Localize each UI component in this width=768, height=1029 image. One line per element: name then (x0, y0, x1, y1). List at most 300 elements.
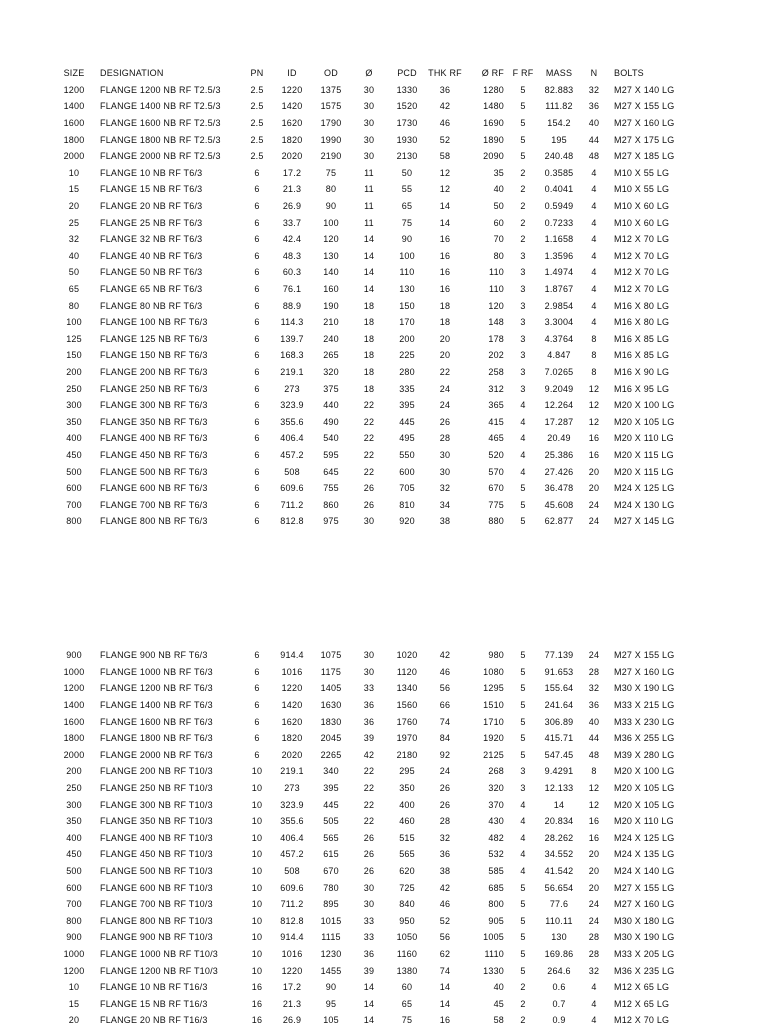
cell-n: 20 (588, 866, 600, 877)
cell-pcd: 950 (399, 915, 415, 926)
table-row (56, 713, 694, 730)
table-row (56, 929, 694, 946)
cell-n: 16 (588, 816, 600, 827)
cell-pcd: 620 (399, 866, 415, 877)
cell-pn: 10 (251, 783, 263, 794)
cell-bolts: M20 X 110 LG (614, 433, 674, 444)
table-row (56, 131, 694, 148)
cell-f-rf: 5 (520, 749, 526, 760)
cell-id: 914.4 (280, 932, 304, 943)
cell-od: 1375 (320, 84, 342, 95)
cell-od: 265 (323, 350, 339, 361)
cell-size: 700 (66, 499, 82, 510)
cell-hole-dia: 30 (363, 650, 375, 661)
cell-f-rf: 2 (520, 234, 526, 245)
cell-hole-dia: 18 (363, 383, 375, 394)
cell-dia-rf: 312 (488, 383, 504, 394)
cell-f-rf: 3 (520, 383, 526, 394)
header-mass: MASS (545, 68, 573, 79)
cell-dia-rf: 465 (488, 433, 504, 444)
cell-mass: 0.5949 (544, 201, 574, 212)
cell-bolts: M27 X 140 LG (614, 84, 675, 95)
cell-mass: 306.89 (544, 716, 574, 727)
table-row (56, 447, 694, 464)
table-row (56, 496, 694, 513)
cell-designation: FLANGE 10 NB RF T16/3 (100, 982, 208, 993)
cell-pcd: 350 (399, 783, 415, 794)
cell-hole-dia: 22 (363, 816, 375, 827)
cell-bolts: M20 X 110 LG (614, 816, 674, 827)
cell-pn: 10 (251, 915, 263, 926)
cell-pcd: 100 (399, 250, 415, 261)
cell-designation: FLANGE 400 NB RF T6/3 (100, 433, 208, 444)
cell-f-rf: 5 (520, 666, 526, 677)
cell-mass: 34.552 (544, 849, 574, 860)
table-row (56, 730, 694, 747)
cell-n: 12 (588, 799, 600, 810)
table-row (56, 896, 694, 913)
cell-f-rf: 5 (520, 899, 526, 910)
cell-thk-rf: 58 (439, 151, 451, 162)
cell-id: 1820 (281, 134, 303, 145)
table-row (56, 480, 694, 497)
cell-id: 457.2 (280, 449, 304, 460)
cell-hole-dia: 33 (363, 915, 375, 926)
cell-bolts: M20 X 105 LG (614, 799, 675, 810)
cell-dia-rf: 520 (488, 449, 504, 460)
cell-mass: 0.4041 (544, 184, 574, 195)
cell-id: 1420 (281, 700, 303, 711)
cell-f-rf: 4 (520, 799, 526, 810)
cell-thk-rf: 24 (439, 383, 451, 394)
cell-id: 508 (284, 866, 300, 877)
cell-n: 8 (591, 366, 597, 377)
cell-pn: 10 (251, 899, 263, 910)
cell-n: 4 (591, 284, 597, 295)
cell-pn: 6 (254, 333, 260, 344)
cell-dia-rf: 45 (493, 998, 504, 1009)
cell-thk-rf: 16 (439, 267, 451, 278)
cell-hole-dia: 11 (364, 201, 374, 212)
table-row (56, 796, 694, 813)
cell-dia-rf: 980 (488, 650, 504, 661)
cell-dia-rf: 40 (493, 982, 504, 993)
cell-mass: 17.287 (544, 416, 574, 427)
cell-pcd: 920 (399, 516, 415, 527)
cell-size: 2000 (63, 749, 85, 760)
cell-od: 80 (325, 184, 337, 195)
cell-pcd: 130 (399, 284, 415, 295)
cell-id: 323.9 (280, 799, 304, 810)
cell-designation: FLANGE 1800 NB RF T6/3 (100, 733, 213, 744)
cell-f-rf: 5 (520, 915, 526, 926)
cell-mass: 1.1658 (544, 234, 574, 245)
cell-thk-rf: 32 (439, 832, 451, 843)
cell-od: 615 (323, 849, 339, 860)
cell-size: 15 (68, 184, 80, 195)
cell-hole-dia: 22 (363, 783, 375, 794)
cell-mass: 110.11 (545, 915, 573, 926)
cell-n: 32 (588, 965, 600, 976)
cell-n: 20 (588, 882, 600, 893)
cell-dia-rf: 570 (488, 466, 504, 477)
table-row (56, 763, 694, 780)
cell-pn: 6 (254, 201, 260, 212)
cell-size: 1000 (63, 948, 85, 959)
cell-thk-rf: 26 (439, 783, 451, 794)
cell-pcd: 60 (401, 982, 413, 993)
table-row (56, 647, 694, 664)
cell-designation: FLANGE 1200 NB RF T10/3 (100, 965, 218, 976)
cell-dia-rf: 80 (493, 250, 504, 261)
cell-n: 20 (588, 466, 600, 477)
cell-pcd: 1050 (396, 932, 418, 943)
cell-designation: FLANGE 1600 NB RF T2.5/3 (100, 118, 221, 129)
cell-bolts: M30 X 190 LG (614, 683, 675, 694)
cell-bolts: M12 X 70 LG (614, 284, 670, 295)
cell-bolts: M10 X 55 LG (614, 184, 670, 195)
cell-thk-rf: 32 (439, 483, 451, 494)
cell-size: 1400 (63, 101, 85, 112)
cell-id: 1016 (281, 666, 303, 677)
cell-size: 80 (68, 300, 80, 311)
cell-designation: FLANGE 250 NB RF T10/3 (100, 783, 213, 794)
cell-pn: 6 (254, 300, 260, 311)
cell-id: 323.9 (280, 400, 304, 411)
cell-dia-rf: 268 (488, 766, 504, 777)
table-row (56, 181, 694, 198)
cell-thk-rf: 12 (439, 184, 451, 195)
cell-hole-dia: 11 (364, 167, 374, 178)
cell-od: 320 (323, 366, 339, 377)
cell-hole-dia: 30 (363, 84, 375, 95)
cell-pn: 10 (251, 932, 263, 943)
cell-bolts: M27 X 155 LG (614, 882, 675, 893)
cell-pcd: 2180 (396, 749, 418, 760)
cell-od: 595 (323, 449, 339, 460)
cell-thk-rf: 74 (439, 716, 451, 727)
cell-pcd: 565 (399, 849, 415, 860)
cell-bolts: M27 X 145 LG (614, 516, 675, 527)
cell-f-rf: 2 (520, 998, 526, 1009)
cell-id: 812.8 (280, 516, 304, 527)
cell-mass: 111.82 (545, 101, 573, 112)
cell-pcd: 1560 (396, 700, 418, 711)
cell-id: 406.4 (280, 832, 304, 843)
cell-bolts: M12 X 70 LG (614, 234, 670, 245)
cell-dia-rf: 70 (493, 234, 504, 245)
cell-f-rf: 2 (520, 217, 526, 228)
cell-size: 1200 (63, 683, 85, 694)
cell-id: 355.6 (280, 816, 304, 827)
cell-pn: 2.5 (250, 84, 264, 95)
cell-mass: 20.49 (547, 433, 571, 444)
cell-mass: 62.877 (544, 516, 574, 527)
cell-bolts: M30 X 190 LG (614, 932, 675, 943)
cell-n: 4 (591, 217, 597, 228)
cell-bolts: M24 X 130 LG (614, 499, 675, 510)
cell-hole-dia: 22 (363, 449, 375, 460)
cell-pcd: 1380 (396, 965, 418, 976)
cell-mass: 155.64 (544, 683, 574, 694)
header-id: ID (287, 68, 297, 79)
cell-f-rf: 3 (520, 350, 526, 361)
cell-pn: 10 (251, 766, 263, 777)
cell-od: 395 (323, 783, 339, 794)
table-row (56, 697, 694, 714)
cell-od: 240 (323, 333, 339, 344)
cell-hole-dia: 14 (363, 284, 375, 295)
cell-mass: 25.386 (544, 449, 574, 460)
cell-bolts: M30 X 180 LG (614, 915, 675, 926)
cell-f-rf: 4 (520, 866, 526, 877)
cell-f-rf: 5 (520, 118, 526, 129)
cell-thk-rf: 18 (439, 300, 451, 311)
cell-thk-rf: 28 (439, 433, 451, 444)
cell-pn: 6 (254, 167, 260, 178)
cell-mass: 7.0265 (544, 366, 574, 377)
cell-dia-rf: 58 (493, 1015, 504, 1026)
cell-dia-rf: 1330 (483, 965, 504, 976)
cell-od: 1790 (320, 118, 342, 129)
cell-pn: 2.5 (250, 118, 264, 129)
cell-dia-rf: 60 (493, 217, 504, 228)
cell-dia-rf: 670 (488, 483, 504, 494)
cell-n: 4 (591, 167, 597, 178)
table-row (56, 979, 694, 996)
cell-f-rf: 5 (520, 733, 526, 744)
cell-id: 457.2 (280, 849, 304, 860)
cell-designation: FLANGE 20 NB RF T6/3 (100, 201, 203, 212)
cell-mass: 9.2049 (544, 383, 574, 394)
cell-n: 4 (591, 234, 597, 245)
header-row (56, 65, 694, 82)
cell-od: 490 (323, 416, 339, 427)
cell-mass: 14 (553, 799, 565, 810)
cell-f-rf: 3 (520, 284, 526, 295)
cell-od: 190 (323, 300, 339, 311)
table-row (56, 430, 694, 447)
cell-pcd: 110 (399, 267, 415, 278)
cell-size: 65 (68, 284, 80, 295)
cell-bolts: M27 X 160 LG (614, 666, 675, 677)
cell-hole-dia: 14 (363, 1015, 375, 1026)
cell-size: 350 (66, 816, 82, 827)
cell-designation: FLANGE 250 NB RF T6/3 (100, 383, 208, 394)
table-row (56, 664, 694, 681)
cell-size: 900 (66, 932, 82, 943)
cell-size: 250 (66, 783, 82, 794)
cell-pcd: 150 (399, 300, 415, 311)
cell-hole-dia: 22 (363, 766, 375, 777)
cell-pn: 6 (254, 416, 260, 427)
cell-od: 1115 (321, 932, 341, 943)
cell-designation: FLANGE 1800 NB RF T2.5/3 (100, 134, 221, 145)
cell-thk-rf: 20 (439, 350, 451, 361)
cell-od: 2045 (320, 733, 342, 744)
cell-thk-rf: 30 (439, 466, 451, 477)
cell-dia-rf: 430 (488, 816, 504, 827)
cell-id: 1420 (281, 101, 303, 112)
cell-size: 400 (66, 433, 82, 444)
header-bolts: BOLTS (614, 68, 644, 79)
table-row (56, 198, 694, 215)
table-body-top (56, 82, 694, 530)
cell-dia-rf: 110 (489, 267, 504, 278)
cell-pcd: 65 (401, 201, 413, 212)
cell-thk-rf: 34 (439, 499, 451, 510)
cell-size: 125 (66, 333, 82, 344)
cell-size: 1800 (63, 733, 85, 744)
cell-id: 48.3 (282, 250, 302, 261)
cell-thk-rf: 66 (439, 700, 451, 711)
cell-f-rf: 5 (520, 84, 526, 95)
cell-pn: 6 (254, 483, 260, 494)
table-row (56, 231, 694, 248)
cell-f-rf: 5 (520, 700, 526, 711)
cell-id: 711.2 (280, 499, 304, 510)
cell-od: 445 (323, 799, 339, 810)
cell-dia-rf: 800 (488, 899, 504, 910)
cell-size: 1200 (63, 84, 85, 95)
table-row (56, 264, 694, 281)
cell-od: 90 (325, 982, 337, 993)
cell-thk-rf: 24 (439, 400, 451, 411)
cell-bolts: M24 X 125 LG (614, 832, 675, 843)
cell-hole-dia: 30 (363, 666, 375, 677)
header-f-rf: F RF (512, 68, 534, 79)
table-row (56, 248, 694, 265)
cell-od: 780 (323, 882, 339, 893)
cell-bolts: M24 X 125 LG (614, 483, 675, 494)
table-row (56, 214, 694, 231)
cell-pn: 6 (254, 516, 260, 527)
cell-dia-rf: 365 (488, 400, 504, 411)
cell-pn: 6 (254, 217, 260, 228)
cell-thk-rf: 46 (439, 666, 451, 677)
cell-dia-rf: 532 (488, 849, 504, 860)
table-row (56, 846, 694, 863)
table-row (56, 747, 694, 764)
cell-dia-rf: 120 (488, 300, 504, 311)
cell-thk-rf: 42 (439, 882, 451, 893)
cell-designation: FLANGE 32 NB RF T6/3 (100, 234, 203, 245)
cell-hole-dia: 18 (363, 317, 375, 328)
cell-n: 12 (588, 416, 600, 427)
cell-mass: 1.8767 (544, 284, 574, 295)
cell-dia-rf: 415 (488, 416, 504, 427)
cell-mass: 56.654 (544, 882, 574, 893)
cell-thk-rf: 14 (439, 217, 451, 228)
cell-od: 95 (325, 998, 337, 1009)
cell-size: 15 (68, 998, 80, 1009)
cell-thk-rf: 56 (439, 932, 451, 943)
cell-pcd: 445 (399, 416, 415, 427)
cell-pcd: 50 (401, 167, 413, 178)
cell-pn: 6 (254, 400, 260, 411)
cell-od: 105 (323, 1015, 339, 1026)
cell-size: 900 (66, 650, 82, 661)
cell-pcd: 2130 (396, 151, 418, 162)
cell-mass: 4.847 (547, 350, 571, 361)
cell-n: 28 (588, 948, 600, 959)
cell-designation: FLANGE 125 NB RF T6/3 (100, 333, 208, 344)
cell-id: 139.7 (280, 333, 304, 344)
cell-hole-dia: 26 (363, 832, 375, 843)
cell-id: 26.9 (282, 201, 302, 212)
cell-f-rf: 2 (520, 982, 526, 993)
cell-f-rf: 5 (520, 101, 526, 112)
cell-id: 1016 (281, 948, 303, 959)
cell-mass: 77.6 (549, 899, 569, 910)
cell-pcd: 335 (399, 383, 415, 394)
cell-od: 100 (323, 217, 339, 228)
cell-od: 2190 (320, 151, 342, 162)
cell-hole-dia: 26 (363, 483, 375, 494)
cell-designation: FLANGE 350 NB RF T10/3 (100, 816, 213, 827)
cell-id: 17.2 (282, 982, 302, 993)
cell-pn: 6 (254, 466, 260, 477)
cell-pcd: 65 (401, 998, 413, 1009)
cell-designation: FLANGE 2000 NB RF T6/3 (100, 749, 213, 760)
cell-hole-dia: 36 (363, 700, 375, 711)
cell-designation: FLANGE 600 NB RF T10/3 (100, 882, 213, 893)
cell-id: 76.1 (282, 284, 302, 295)
cell-bolts: M33 X 230 LG (614, 716, 675, 727)
cell-dia-rf: 1080 (483, 666, 504, 677)
cell-pcd: 1520 (396, 101, 418, 112)
cell-designation: FLANGE 900 NB RF T6/3 (100, 650, 208, 661)
cell-dia-rf: 585 (488, 866, 504, 877)
cell-mass: 41.542 (544, 866, 574, 877)
cell-dia-rf: 35 (493, 167, 504, 178)
cell-dia-rf: 1690 (483, 118, 504, 129)
cell-n: 4 (591, 317, 597, 328)
cell-pn: 10 (251, 866, 263, 877)
table-header (56, 65, 694, 82)
cell-thk-rf: 16 (439, 234, 451, 245)
cell-hole-dia: 14 (363, 250, 375, 261)
cell-hole-dia: 22 (363, 799, 375, 810)
table-row (56, 813, 694, 830)
cell-n: 4 (591, 300, 597, 311)
cell-hole-dia: 18 (363, 300, 375, 311)
cell-f-rf: 4 (520, 816, 526, 827)
cell-id: 42.4 (282, 234, 302, 245)
cell-hole-dia: 26 (363, 499, 375, 510)
cell-n: 48 (588, 749, 600, 760)
cell-mass: 9.4291 (544, 766, 574, 777)
cell-mass: 91.653 (544, 666, 574, 677)
table-row (56, 297, 694, 314)
cell-pcd: 725 (399, 882, 415, 893)
cell-pcd: 1970 (396, 733, 418, 744)
cell-bolts: M16 X 80 LG (614, 300, 670, 311)
cell-bolts: M16 X 90 LG (614, 366, 670, 377)
cell-hole-dia: 33 (363, 932, 375, 943)
cell-bolts: M12 X 65 LG (614, 998, 670, 1009)
cell-dia-rf: 50 (493, 201, 504, 212)
cell-pcd: 55 (401, 184, 413, 195)
cell-size: 32 (68, 234, 80, 245)
cell-n: 40 (588, 716, 600, 727)
cell-designation: FLANGE 15 NB RF T6/3 (100, 184, 203, 195)
header-thk-rf: THK RF (428, 68, 462, 79)
cell-pcd: 90 (401, 234, 413, 245)
cell-thk-rf: 84 (439, 733, 451, 744)
cell-designation: FLANGE 15 NB RF T16/3 (100, 998, 208, 1009)
cell-dia-rf: 1890 (483, 134, 504, 145)
